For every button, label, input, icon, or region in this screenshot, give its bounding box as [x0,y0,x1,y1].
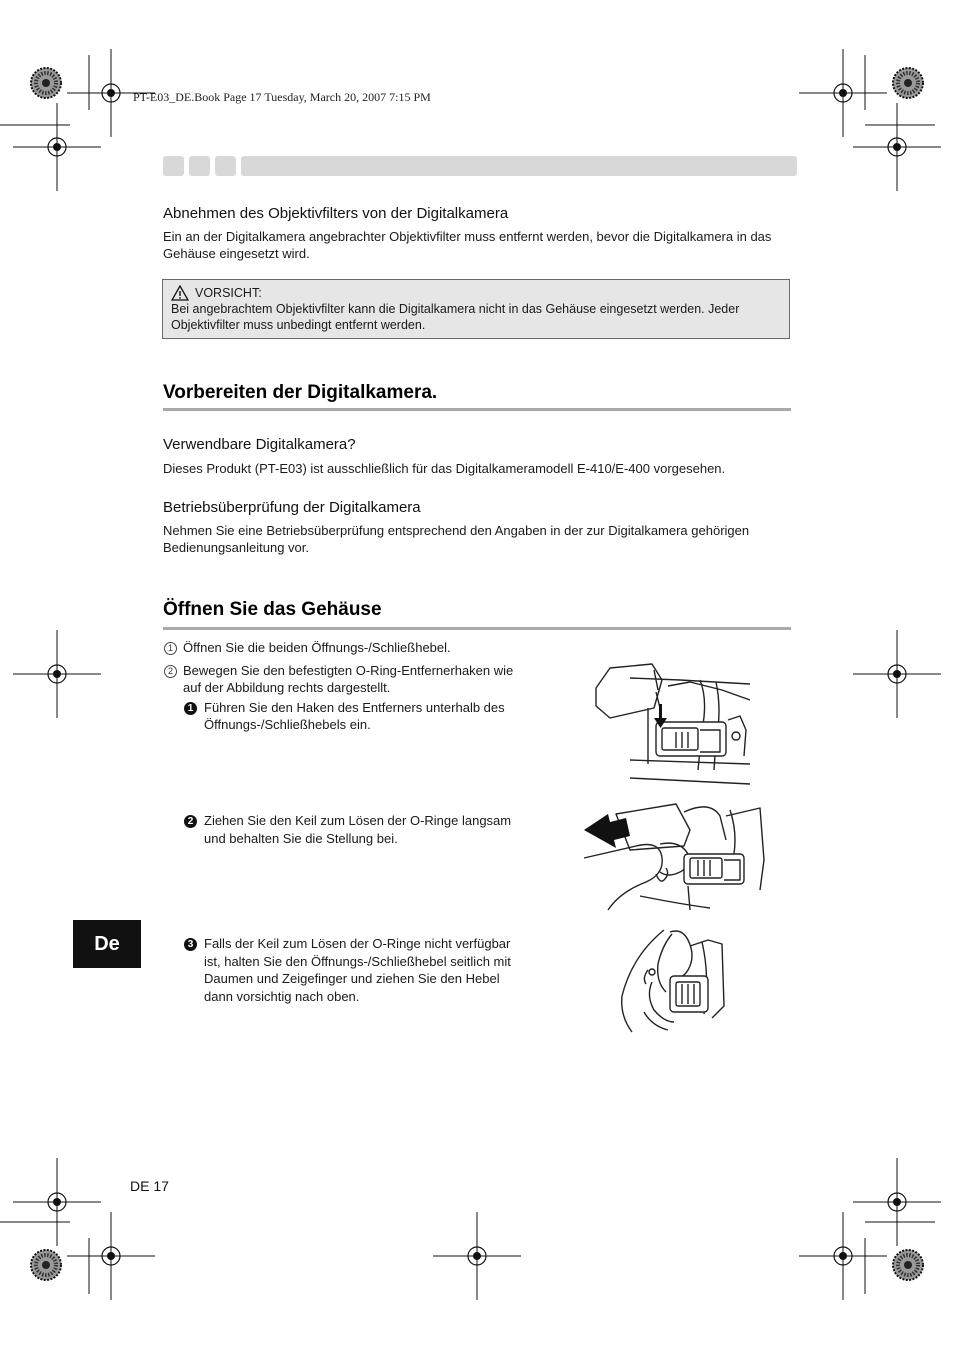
header-square [163,156,184,176]
section-rule [163,408,791,411]
substep-c-line: ist, halten Sie den Öffnungs-/Schließhebel seitlich mit [204,954,511,969]
subheading-check: Betriebsüberprüfung der Digitalkamera [163,499,421,516]
section-title-open: Öffnen Sie das Gehäuse [163,599,382,620]
caution-label: VORSICHT: [195,286,262,300]
section-rule [163,627,791,630]
substep-c-line: Falls der Keil zum Lösen der O-Ringe nicht verfügbar [204,936,511,951]
star-target-icon [893,1250,923,1280]
warning-icon [171,285,189,301]
substep-number: 3 [184,938,197,951]
step-number: 1 [164,642,177,655]
subheading-camera: Verwendbare Digitalkamera? [163,436,356,453]
subheading-filter: Abnehmen des Objektivfilters von der Digitalkamera [163,205,509,222]
substep-a-line: Öffnungs-/Schließhebels ein. [204,717,371,732]
star-target-icon [31,68,61,98]
substep-c-line: Daumen und Zeigefinger und ziehen Sie den Hebel [204,971,500,986]
header-square [189,156,210,176]
step-1-text: Öffnen Sie die beiden Öffnungs-/Schließhebel. [183,640,451,655]
crosshair-icon [853,630,941,718]
paragraph-filter: Ein an der Digitalkamera angebrachter Objektivfilter muss entfernt werden, bevor die Digitalkamera in das Gehäuse eingesetzt wird. [163,229,772,261]
substep-number: 2 [184,815,197,828]
language-tab: De [73,920,141,968]
crosshair-icon [853,1158,941,1246]
step-number: 2 [164,665,177,678]
crosshair-icon [13,1158,101,1246]
page-number: DE 17 [130,1178,169,1194]
substep-c-line: dann vorsichtig nach oben. [204,989,360,1004]
caution-text: Bei angebrachtem Objektivfilter kann die Digitalkamera nicht in das Gehäuse eingesetzt werden. Jeder Objektivfilter muss unbedingt entfernt werden. [171,302,740,332]
header-square [215,156,236,176]
crosshair-icon [433,1212,521,1300]
illustration-pull-wedge [580,800,766,914]
step-2-line: auf der Abbildung rechts dargestellt. [183,680,391,695]
section-title-prepare: Vorbereiten der Digitalkamera. [163,382,438,403]
star-target-icon [31,1250,61,1280]
crosshair-icon [13,630,101,718]
substep-a-line: Führen Sie den Haken des Entferners unterhalb des [204,700,505,715]
star-target-icon [893,68,923,98]
substep-b-line: und behalten Sie die Stellung bei. [204,831,398,846]
paragraph-check: Nehmen Sie eine Betriebsüberprüfung entsprechend den Angaben in der zur Digitalkamera gehörigen Bedienungsanleitung vor. [163,523,750,555]
caution-box [162,279,790,339]
crosshair-icon [67,1212,155,1300]
crosshair-icon [853,103,941,191]
substep-number: 1 [184,702,197,715]
crosshair-icon [799,1212,887,1300]
book-header: PT-E03_DE.Book Page 17 Tuesday, March 20, 2007 7:15 PM [133,90,431,104]
crosshair-icon [13,103,101,191]
illustration-lever-by-hand [612,926,728,1038]
header-bar [241,156,797,176]
substep-b-line: Ziehen Sie den Keil zum Lösen der O-Ringe langsam [204,813,512,828]
paragraph-camera: Dieses Produkt (PT-E03) ist ausschließlich für das Digitalkameramodell E-410/E-400 vorgesehen. [163,461,726,476]
crosshair-icon [799,49,887,137]
step-2-line: Bewegen Sie den befestigten O-Ring-Entfernerhaken wie [183,663,514,678]
illustration-hook-insert [590,660,760,788]
